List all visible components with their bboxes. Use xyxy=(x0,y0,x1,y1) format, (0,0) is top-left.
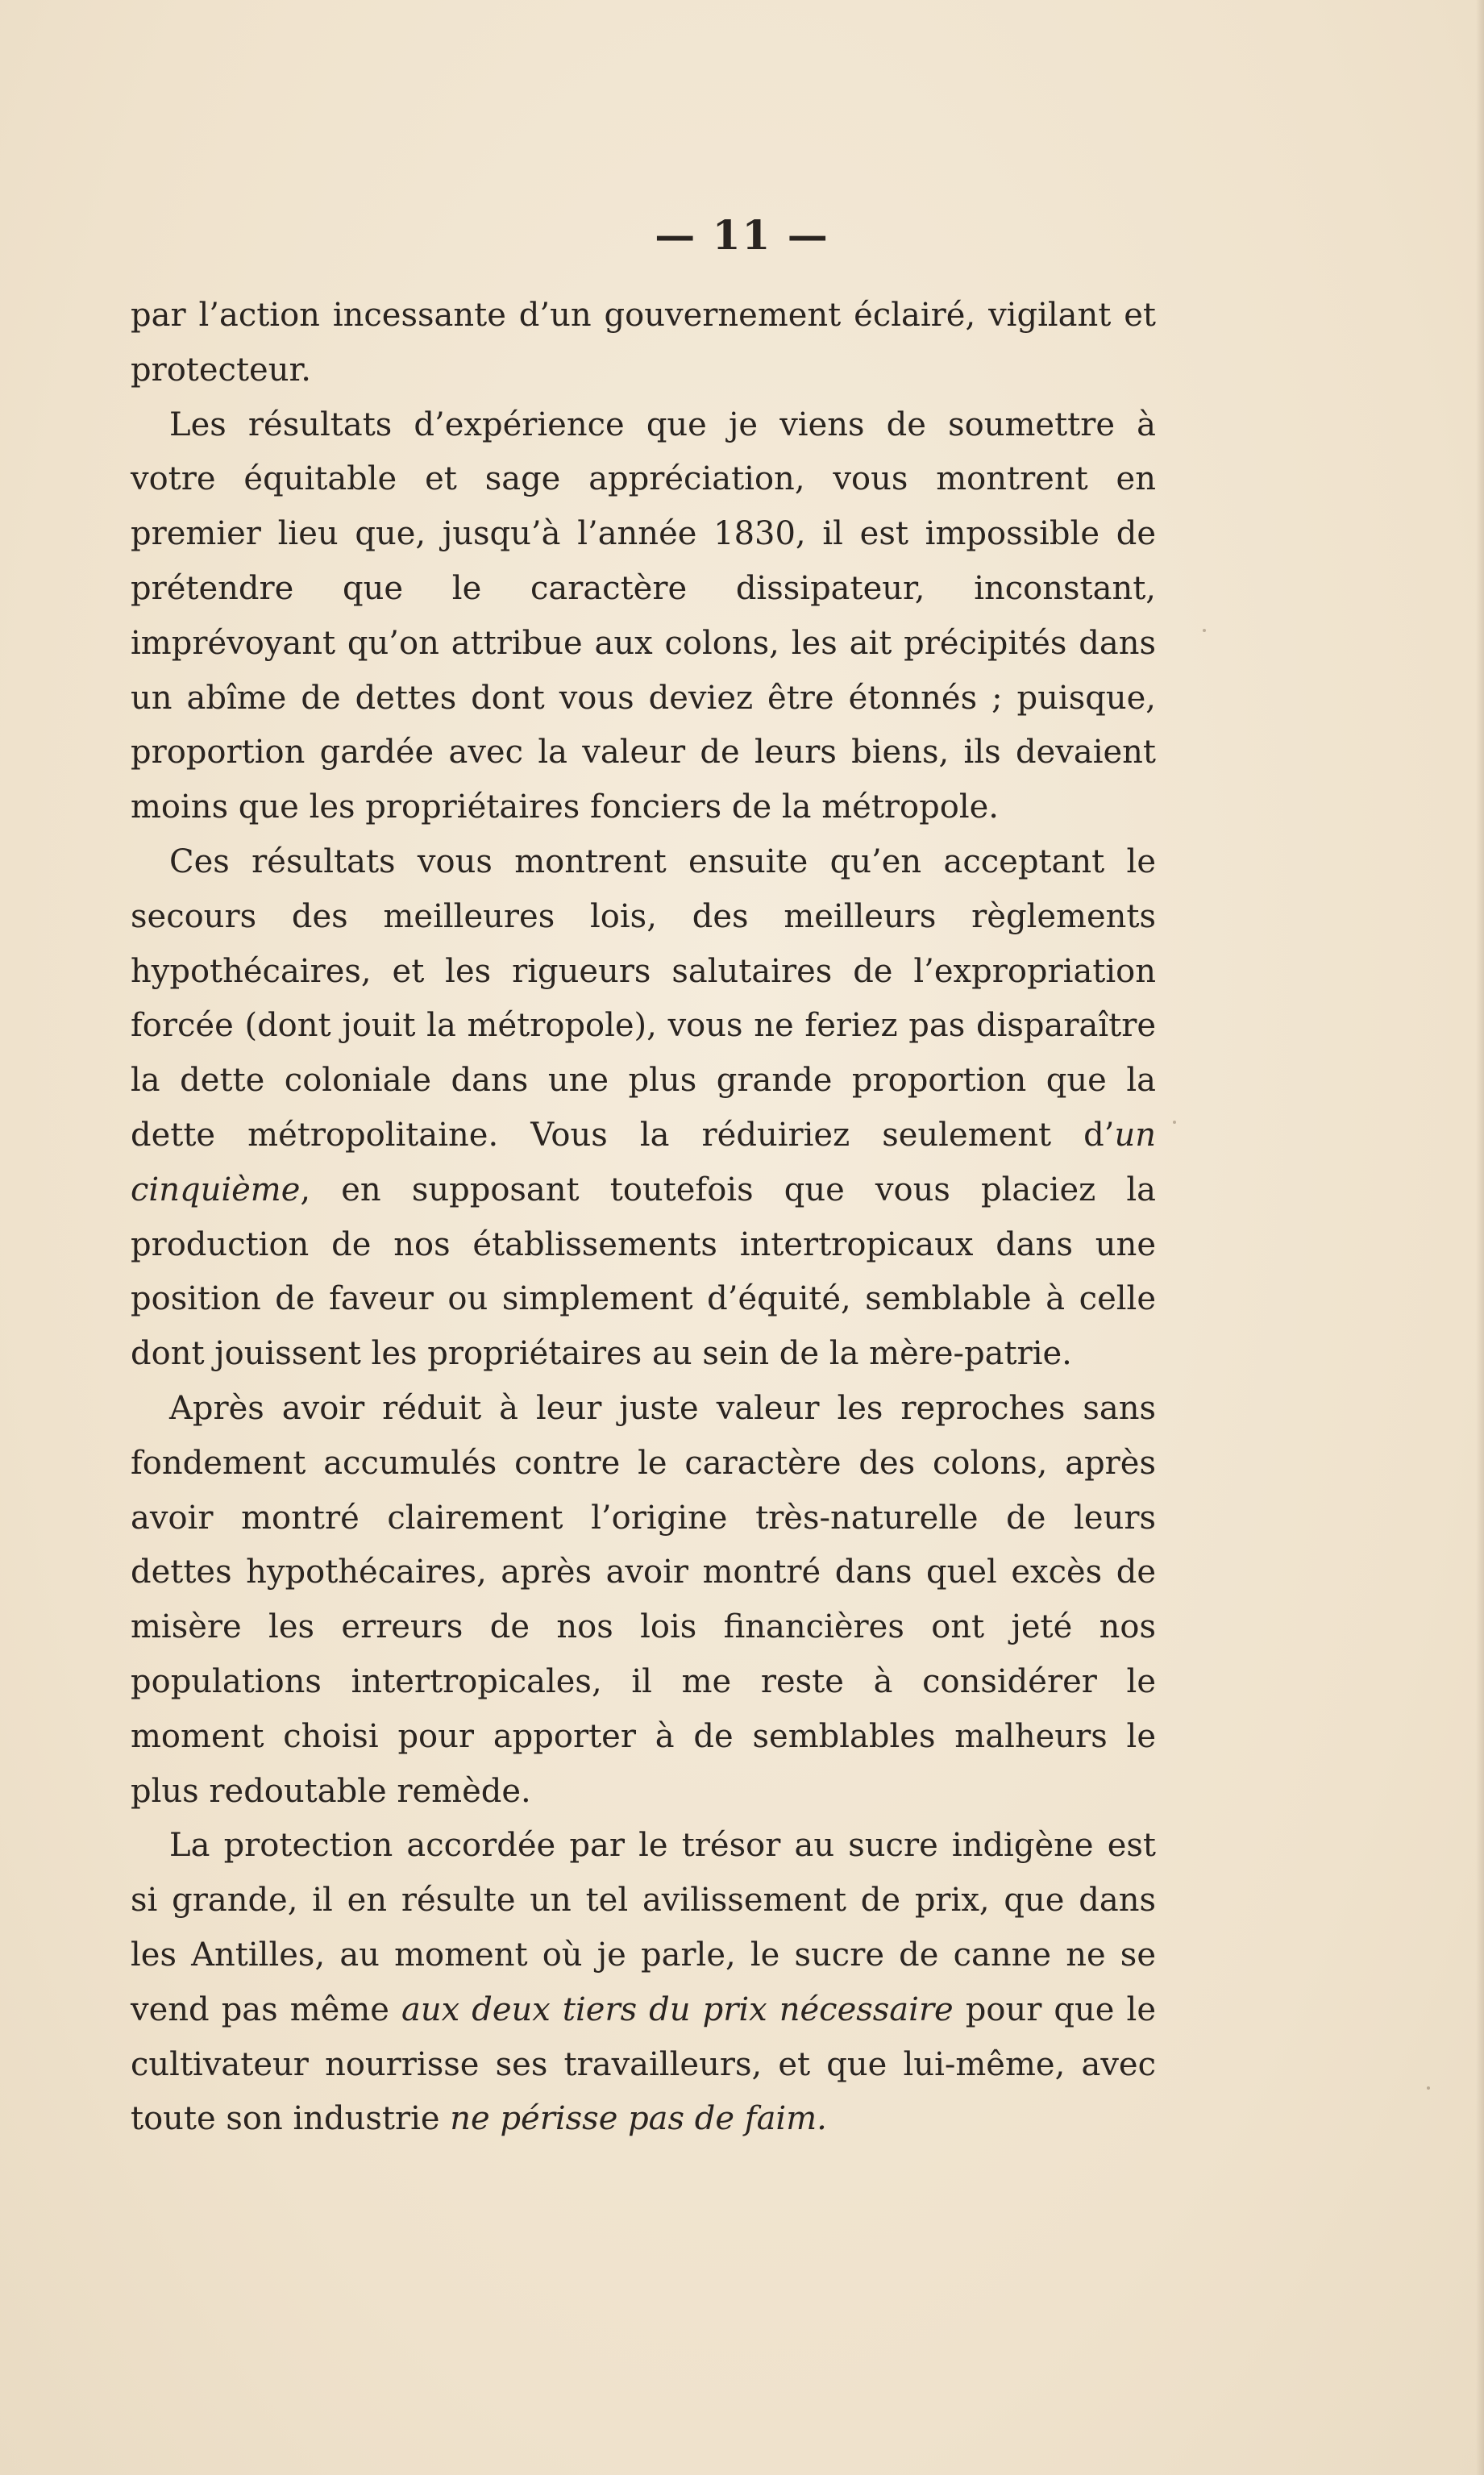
paper-speck xyxy=(1173,1121,1176,1124)
paragraph xyxy=(131,1382,1156,1819)
italic-phrase: aux deux tiers du prix nécessaire xyxy=(401,1990,954,2028)
paragraph xyxy=(131,1819,1156,2147)
paragraph-text: Les résultats d’expérience que je viens de soumettre à votre équitable et sage appréciation, vous montrent en premier lieu que, jusqu’à l’année 1830, il est impossible de prétendre que le caractère dissipateur, inconstant, imprévoyant qu’on attribue aux colons, les ait précipités dans un abîme de dettes dont vous deviez être étonnés ; puisque, proportion gardée avec la valeur de leurs biens, ils devaient moins que les propriétaires fonciers de la métropole. xyxy=(131,406,1156,826)
body-text xyxy=(131,289,1156,2147)
paragraph-text: par l’action incessante d’un gouvernement éclairé, vigilant et protecteur. xyxy=(131,297,1156,389)
italic-phrase: un cinquième xyxy=(131,1116,1156,1208)
paper-speck xyxy=(1203,629,1206,632)
paragraph-text: La protection accordée par le trésor au sucre indigène est si grande, il en résulte un tel avilissement de prix, que dans les Antilles, au moment où je parle, le sucre de canne ne se vend pas même xyxy=(131,1827,1156,2028)
paragraph-text: pour que le cultivateur nourrisse ses travailleurs, et que lui-même, avec toute son industrie xyxy=(131,1990,1157,2138)
paragraph xyxy=(131,398,1156,835)
paragraph-text: , en supposant toutefois que vous placiez la production de nos établissements intertropicaux dans une position de faveur ou simplement d’équité, semblable à celle dont jouissent les propriétaires au sein de la mère-patrie. xyxy=(131,1171,1156,1373)
paragraph xyxy=(131,835,1156,1382)
paper-speck xyxy=(1427,2086,1430,2090)
paragraph-text: Ces résultats vous montrent ensuite qu’en acceptant le secours des meilleures lois, des meilleurs règlements hypothécaires, et les rigueurs salutaires de l’expropriation forcée (dont jouit la métropole), vous ne feriez pas disparaître la dette coloniale dans une plus grande proportion que la dette métropolitaine. Vous la réduiriez seulement d’ xyxy=(131,842,1156,1154)
paragraph-continuation xyxy=(131,289,1156,398)
page-number: — 11 — xyxy=(655,211,829,259)
page-edge-shadow xyxy=(1476,0,1484,2475)
paragraph-text: Après avoir réduit à leur juste valeur les reproches sans fondement accumulés contre le caractère des colons, après avoir montré clairement l’origine très-naturelle de leurs dettes hypothécaires, après avoir montré dans quel excès de misère les erreurs de nos lois financières ont jeté nos populations intertropicales, il me reste à considérer le moment choisi pour apporter à de semblables malheurs le plus redoutable remède. xyxy=(131,1389,1156,1810)
italic-phrase: ne périsse pas de faim. xyxy=(450,2100,827,2138)
